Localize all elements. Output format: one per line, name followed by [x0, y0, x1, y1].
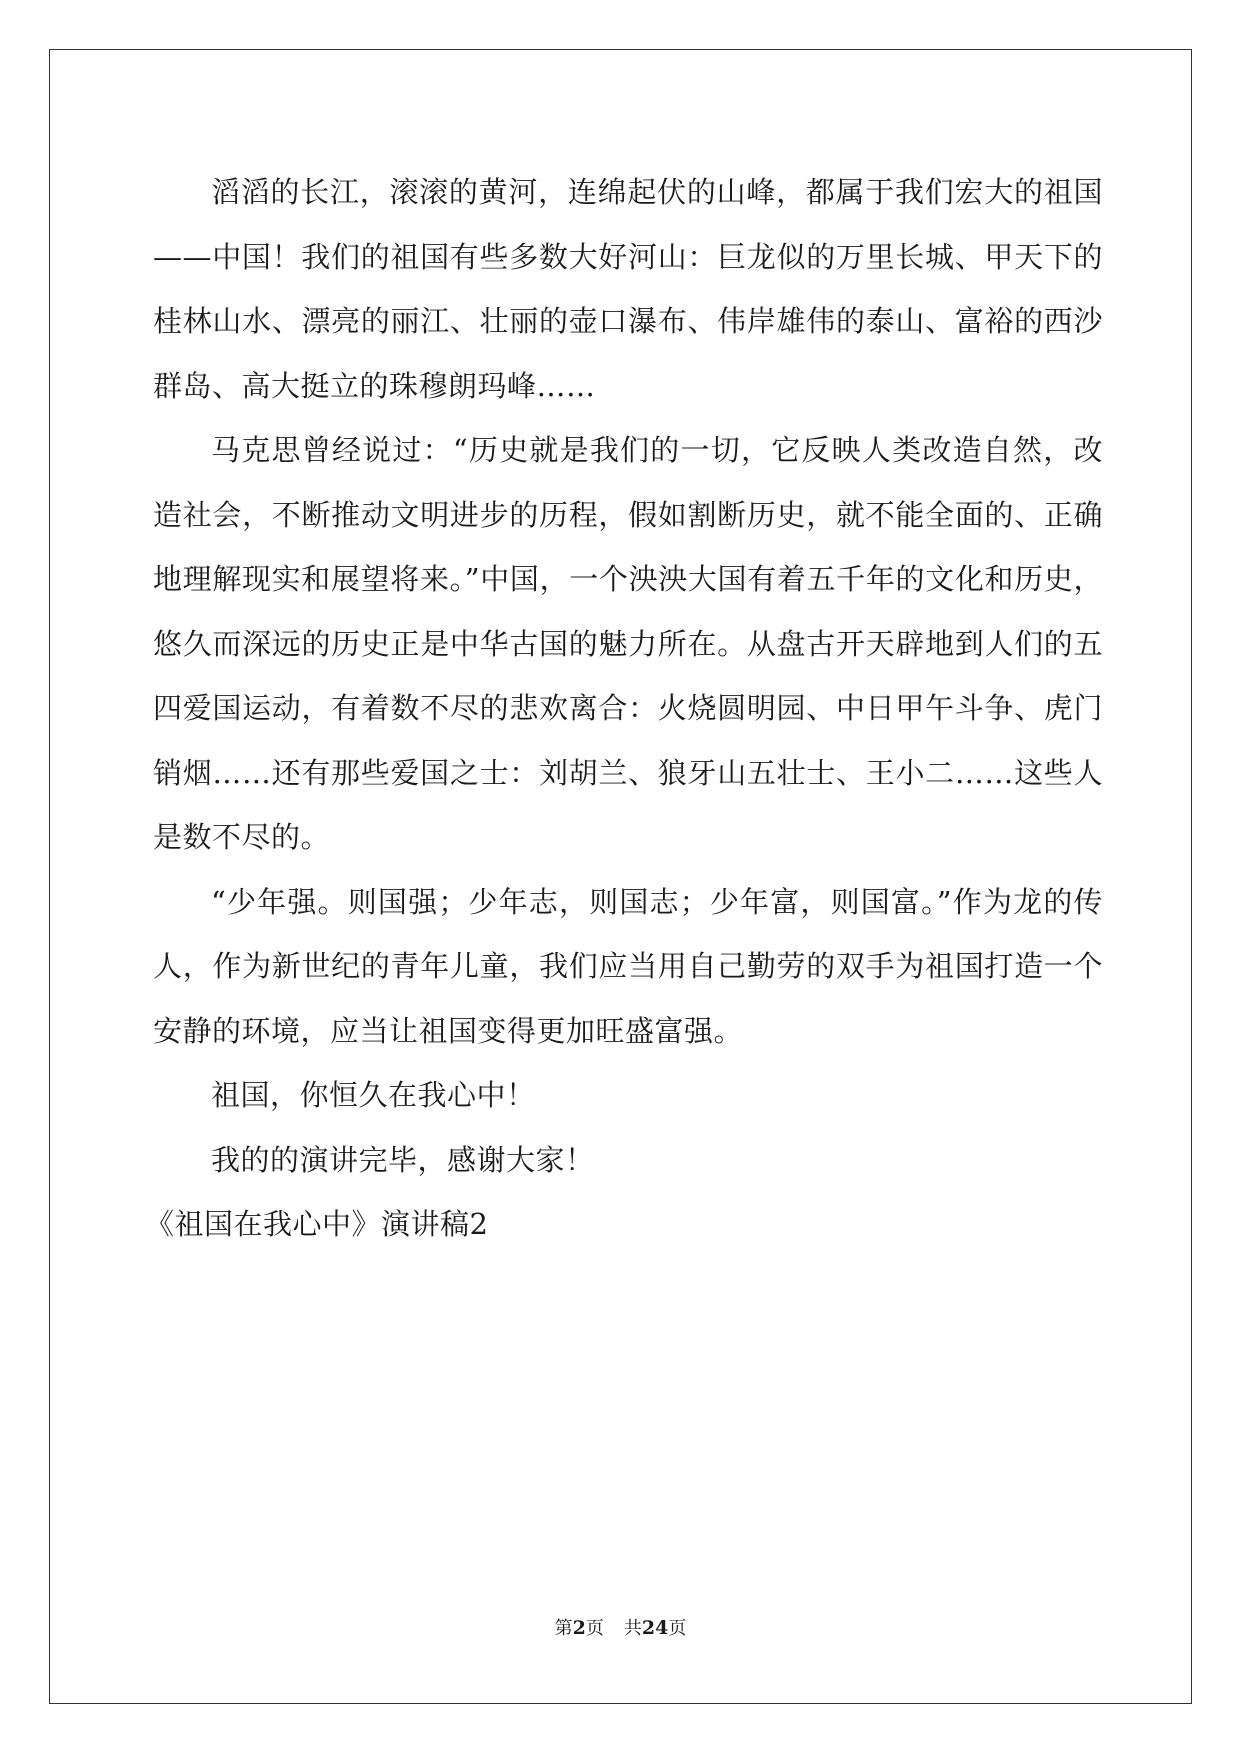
section-title: 《祖国在我心中》演讲稿2: [145, 1207, 489, 1241]
paragraph-marx-quote-history: 马克思曾经说过：“历史就是我们的一切，它反映人类改造自然，改造社会，不断推动文明进步的历程，假如割断历史，就不能全面的、正确地理解现实和展望将来。”中国，一个泱泱大国有着五千年的文化和历史，悠久而深远的历史正是中华古国的魅力所在。从盘古开天辟地到人们的五四爱国运动，有着数不尽的悲欢离合：火烧圆明园、中日甲午斗争、虎门销烟……还有那些爱国之士：刘胡兰、狼牙山五壮士、王小二……这些人是数不尽的。: [153, 433, 1103, 854]
total-suffix: 页: [668, 1618, 687, 1639]
paragraph-youth-strong: “少年强。则国强；少年志，则国志；少年富，则国富。”作为龙的传人，作为新世纪的青年儿童，我们应当用自己勤劳的双手为祖国打造一个安静的环境，应当让祖国变得更加旺盛富强。: [153, 884, 1103, 1048]
document-body: [145, 160, 1103, 1257]
paragraph-closing-thanks: 我的的演讲完毕，感谢大家！: [211, 1142, 595, 1177]
page-suffix: 页: [585, 1618, 604, 1639]
page-prefix: 第: [554, 1618, 573, 1639]
total-prefix: 共: [623, 1618, 642, 1639]
page-footer: [0, 1614, 1241, 1640]
total-pages: 24: [641, 1617, 669, 1639]
paragraph-motherland-in-heart: 祖国，你恒久在我心中！: [211, 1078, 536, 1112]
page-number: 2: [572, 1617, 586, 1639]
paragraph-rivers-and-mountains: 滔滔的长江，滚滚的黄河，连绵起伏的山峰，都属于我们宏大的祖国——中国！我们的祖国有些多数大好河山：巨龙似的万里长城、甲天下的桂林山水、漂亮的丽江、壮丽的壶口瀑布、伟岸雄伟的泰山、富裕的西沙群岛、高大挺立的珠穆朗玛峰……: [153, 175, 1103, 403]
